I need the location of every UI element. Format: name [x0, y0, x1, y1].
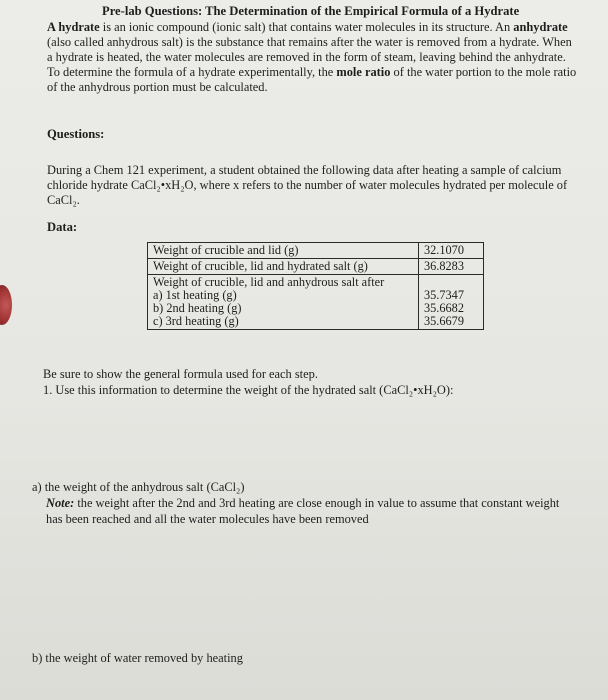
table-row	[148, 275, 484, 330]
note-label: Note:	[46, 496, 75, 510]
note-text: the weight after the 2nd and 3rd heating are close enough in value to assume that constant weight has been reached and all the water molecules have been removed	[46, 496, 560, 526]
mole-ratio-term: mole ratio	[336, 65, 391, 79]
heating-labels	[148, 275, 419, 330]
binder-hole	[0, 285, 12, 325]
intro-paragraph	[47, 20, 577, 95]
question-text: During a Chem 121 experiment, a student obtained the following data after heating a sample of calcium chloride hydrate CaCl₂•xH₂O, where x refers to the number of water molecules hydrated per molecule of CaCl₂.	[47, 163, 568, 207]
page-title: Pre-lab Questions: The Determination of the Empirical Formula of a Hydrate	[102, 4, 520, 18]
heating-value: 35.7347	[424, 288, 464, 302]
mole-ratio-definition: of the water portion to the mole ratio of the anhydrous portion must be calculated.	[47, 65, 577, 94]
heating-value: 35.6682	[424, 301, 464, 315]
part-a-note	[32, 495, 572, 527]
row-label: Weight of crucible and lid (g)	[148, 243, 419, 259]
heating-label: c) 3rd heating (g)	[153, 314, 239, 328]
data-table	[147, 242, 484, 330]
part-a	[32, 479, 572, 527]
anhydrous-heading: Weight of crucible, lid and anhydrous salt after	[153, 275, 385, 289]
data-heading: Data:	[47, 220, 78, 234]
row-value: 32.1070	[419, 243, 484, 259]
instruction-text: Be sure to show the general formula used for each step.	[43, 367, 318, 381]
heating-label: a) 1st heating (g)	[153, 288, 237, 302]
heating-value: 35.6679	[424, 314, 464, 328]
table-row	[148, 243, 484, 259]
part-a-text: a) the weight of the anhydrous salt (CaCl₂)	[32, 480, 245, 494]
table-row	[148, 259, 484, 275]
anhydrate-definition: (also called anhydrous salt) is the substance that remains after the water is removed from a hydrate. When a hydrate is heated, the water molecules are removed in the form of steam, leaving behind the anhydrate. To determine the formula of a hydrate experimentally, the	[47, 35, 572, 79]
questions-heading: Questions:	[47, 127, 105, 141]
heating-values	[419, 275, 484, 330]
hydrate-term: A hydrate	[47, 20, 100, 34]
anhydrate-term: anhydrate	[513, 20, 568, 34]
hydrate-definition: is an ionic compound (ionic salt) that contains water molecules in its structure. An	[99, 20, 514, 34]
heating-label: b) 2nd heating (g)	[153, 301, 242, 315]
instructions	[43, 366, 453, 398]
question-1: 1. Use this information to determine the weight of the hydrated salt (CaCl₂•xH₂O):	[43, 383, 454, 397]
part-b: b) the weight of water removed by heating	[32, 651, 243, 665]
row-label: Weight of crucible, lid and hydrated salt (g)	[148, 259, 419, 275]
row-value: 36.8283	[419, 259, 484, 275]
